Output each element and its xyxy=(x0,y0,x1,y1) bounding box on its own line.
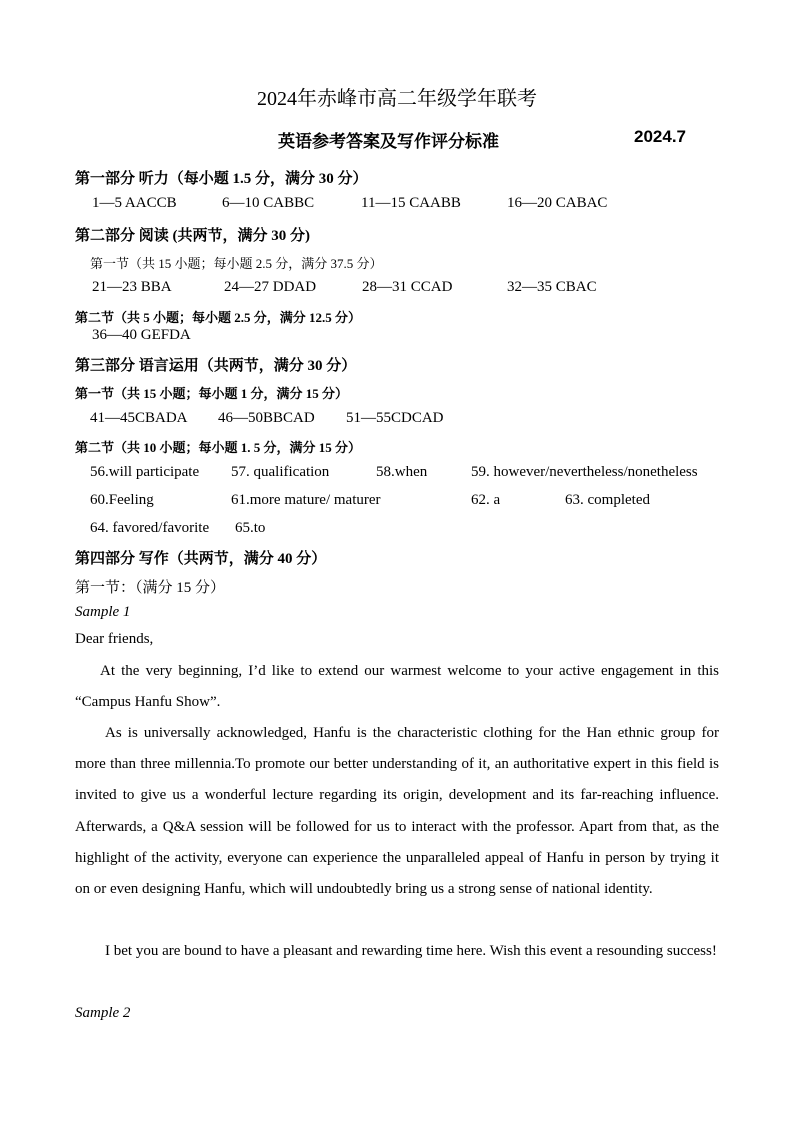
answer-group: 11—15 CAABB xyxy=(361,195,461,211)
answer-group: 46—50BBCAD xyxy=(218,410,315,426)
answer-group: 16—20 CABAC xyxy=(507,195,608,211)
answer-item: 57. qualification xyxy=(231,464,330,480)
answer-group: 21—23 BBA xyxy=(92,279,172,295)
answer-item: 56.will participate xyxy=(90,464,200,480)
answer-group: 51—55CDCAD xyxy=(346,410,444,426)
answer-group: 6—10 CABBC xyxy=(222,195,315,211)
letter-greeting: Dear friends, xyxy=(75,631,154,647)
answer-item: 59. however/nevertheless/nonetheless xyxy=(471,464,698,480)
sample1-label: Sample 1 xyxy=(75,604,131,620)
answer-item: 65.to xyxy=(235,520,266,536)
essay-paragraph: I bet you are bound to have a pleasant and rewarding time here. Wish this event a resounding success! xyxy=(105,943,717,959)
answer-group: 41—45CBADA xyxy=(90,410,188,426)
part2-heading: 第二部分 阅读 (共两节，满分 30 分) xyxy=(75,228,310,244)
answer-item: 63. completed xyxy=(565,492,650,508)
answer-group: 28—31 CCAD xyxy=(362,279,453,295)
part2-section1-note: 第一节（共 15 小题；每小题 2.5 分，满分 37.5 分） xyxy=(90,256,383,271)
sample2-label: Sample 2 xyxy=(75,1005,131,1021)
part2-section2-heading: 第二节（共 5 小题；每小题 2.5 分，满分 12.5 分） xyxy=(75,310,362,325)
document-subtitle: 英语参考答案及写作评分标准 xyxy=(278,132,499,151)
answer-group: 32—35 CBAC xyxy=(507,279,597,295)
essay-paragraph: At the very beginning, I’d like to extend our warmest welcome to your active engagement in this “Campus Hanfu Show”. xyxy=(75,663,719,711)
part3-section1-heading: 第一节（共 15 小题；每小题 1 分，满分 15 分） xyxy=(75,386,349,401)
answer-item: 62. a xyxy=(471,492,501,508)
answer-item: 60.Feeling xyxy=(90,492,154,508)
part3-heading: 第三部分 语言运用（共两节，满分 30 分） xyxy=(75,358,357,374)
part1-heading: 第一部分 听力（每小题 1.5 分，满分 30 分） xyxy=(75,171,368,187)
answer-group: 24—27 DDAD xyxy=(224,279,317,295)
answer-item: 61.more mature/ maturer xyxy=(231,492,381,508)
essay-paragraph: As is universally acknowledged, Hanfu is the characteristic clothing for the Han ethnic group for more than three millennia.To promote our better understanding of it, an authoritative expert in this field is invited to give us a wonderful lecture regarding its origin, development and its far-reaching influence. Afterwards, a Q&A session will be followed for us to interact with the professor. Apart from that, as the highlight of the activity, everyone can experience the unparalleled appeal of Hanfu in person by trying it on or even designing Hanfu, which will undoubtedly bring us a strong sense of national identity. xyxy=(75,725,719,898)
part4-section1-heading: 第一节：（满分 15 分） xyxy=(75,580,226,596)
answer-item: 64. favored/favorite xyxy=(90,520,210,536)
document-date: 2024.7 xyxy=(634,127,686,146)
answer-item: 58.when xyxy=(376,464,428,480)
part4-heading: 第四部分 写作（共两节，满分 40 分） xyxy=(75,551,327,567)
part3-section2-heading: 第二节（共 10 小题；每小题 1. 5 分，满分 15 分） xyxy=(75,440,362,455)
page-title: 2024年赤峰市高二年级学年联考 xyxy=(257,88,537,110)
answer-group: 36—40 GEFDA xyxy=(92,327,191,343)
answer-group: 1—5 AACCB xyxy=(92,195,177,211)
